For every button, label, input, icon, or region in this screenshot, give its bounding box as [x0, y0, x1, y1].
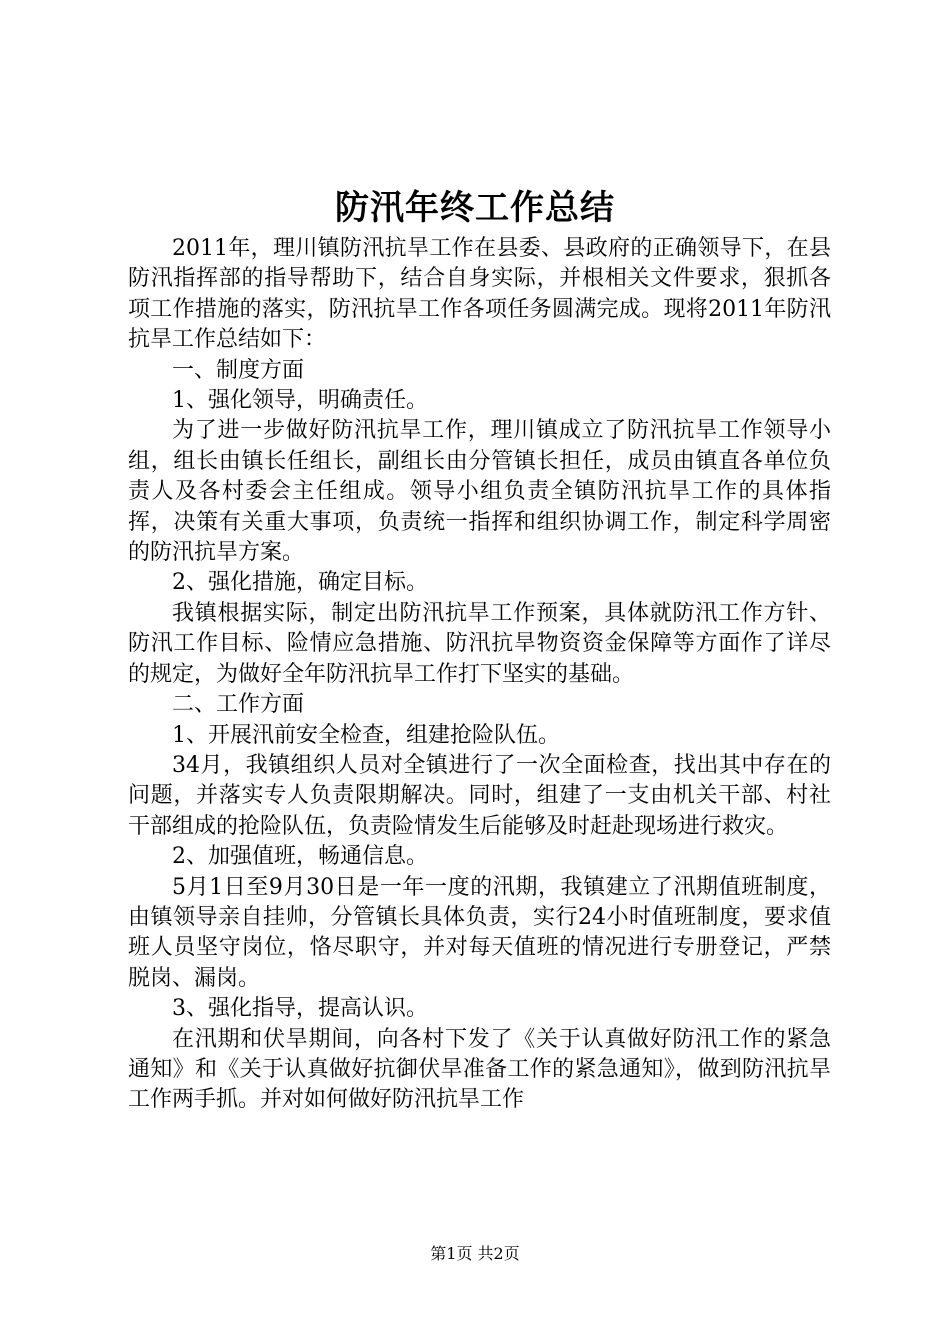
paragraph-inspection: 34月，我镇组织人员对全镇进行了一次全面检查，找出其中存在的问题，并落实专人负责限期解决。同时，组建了一支由机关干部、村社干部组成的抢险队伍，负责险情发生后能够及时赶赴现场进行救灾。: [128, 752, 831, 839]
subheading-duty: 2、加强值班，畅通信息。: [172, 844, 428, 870]
paragraph-intro: 2011年，理川镇防汛抗旱工作在县委、县政府的正确领导下，在县防汛指挥部的指导帮助下，结合自身实际，并根相关文件要求，狠抓各项工作措施的落实，防汛抗旱工作各项任务圆满完成。现将2011年防汛抗旱工作总结如下：: [128, 236, 831, 353]
section-heading-work: 二、工作方面: [172, 692, 305, 718]
subheading-guidance: 3、强化指导，提高认识。: [172, 996, 428, 1022]
document-body: [128, 234, 831, 1116]
subheading-inspection: 1、开展汛前安全检查，组建抢险队伍。: [172, 722, 560, 748]
section-heading-system: 一、制度方面: [172, 357, 305, 383]
paragraph-leadership: 为了进一步做好防汛抗旱工作，理川镇成立了防汛抗旱工作领导小组，组长由镇长任组长，副组长由分管镇长担任，成员由镇直各单位负责人及各村委会主任组成。领导小组负责全镇防汛抗旱工作的具体指挥，决策有关重大事项，负责统一指挥和组织协调工作，制定科学周密的防汛抗旱方案。: [128, 418, 831, 566]
subheading-measures: 2、强化措施，确定目标。: [172, 570, 428, 596]
document-title: 防汛年终工作总结: [335, 188, 615, 228]
paragraph-guidance: 在汛期和伏旱期间，向各村下发了《关于认真做好防汛工作的紧急通知》和《关于认真做好抗御伏旱准备工作的紧急通知》，做到防汛抗旱工作两手抓。并对如何做好防汛抗旱工作: [128, 1026, 831, 1113]
subheading-leadership: 1、强化领导，明确责任。: [172, 388, 428, 414]
paragraph-duty: 5月1日至9月30日是一年一度的汛期，我镇建立了汛期值班制度，由镇领导亲自挂帅，分管镇长具体负责，实行24小时值班制度，要求值班人员坚守岗位，恪尽职守，并对每天值班的情况进行专册登记，严禁脱岗、漏岗。: [128, 874, 831, 991]
page-number-footer: 第1页 共2页: [430, 1244, 520, 1263]
paragraph-measures: 我镇根据实际，制定出防汛抗旱工作预案，具体就防汛工作方针、防汛工作目标、险情应急措施、防汛抗旱物资资金保障等方面作了详尽的规定，为做好全年防汛抗旱工作打下坚实的基础。: [128, 600, 831, 687]
